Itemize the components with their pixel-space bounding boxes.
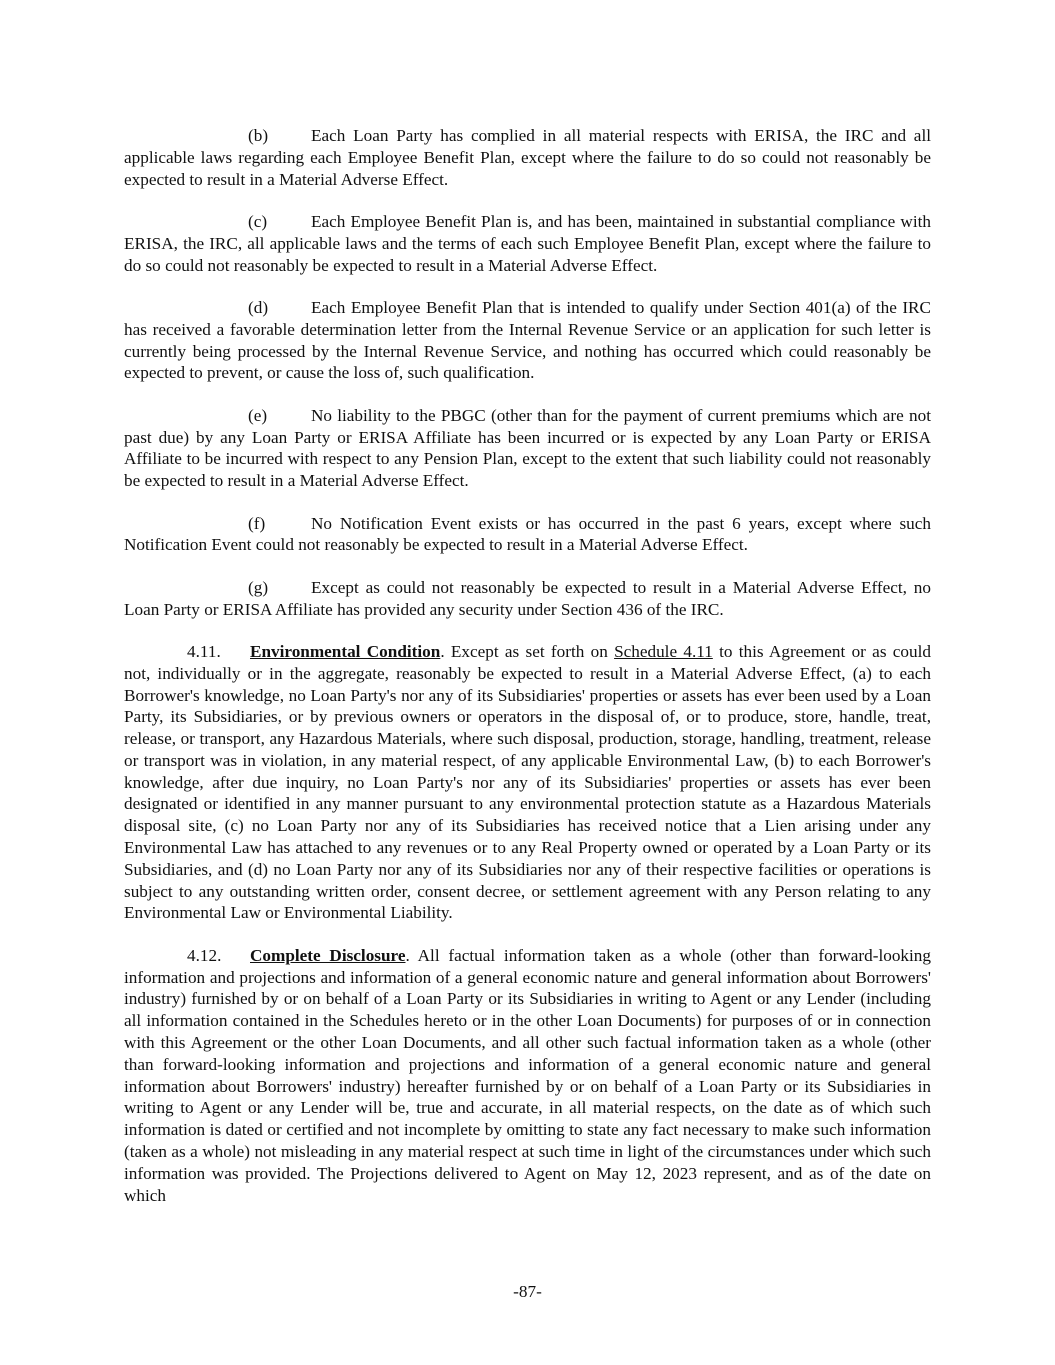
section-4-11-lead: . Except as set forth on [440,641,615,661]
paragraph-c-label: (c) [248,211,268,231]
paragraph-b-label: (b) [248,126,269,145]
page-number: -87- [513,1282,542,1301]
section-4-11-text: to this Agreement or as could not, individually or in the aggregate, reasonably be expected to result in a Material Adverse Effect, (a) to each Borrower's knowledge, no Loan Party's nor any of its Subsidiaries' properties or assets has ever been used by a Loan Party, its Subsidiaries, or by previous owners or operators in the disposal of, or to produce, store, handle, treat, release, or transport, any Hazardous Materials, where such disposal, production, storage, handling, treatment, release or transport was in violation, in any material respect, of any applicable Environmental Law, (b) to each Borrower's knowledge, after due inquiry, no Loan Party's nor any of its Subsidiaries' properties or assets has ever been designated or identified in any manner pursuant to any environmental protection statute as a Hazardous Materials disposal site, (c) no Loan Party nor any of its Subsidiaries has received notice that a Lien arising under any Environmental Law has attached to any revenues or to any Real Property owned or operated by a Loan Party or its Subsidiaries, and (d) no Loan Party nor any of its Subsidiaries nor any of their respective facilities or operations is subject to any outstanding written order, consent decree, or settlement agreement with any Person relating to any Environmental Law or Environmental Liability. [124,641,931,923]
paragraph-b-text: Each Loan Party has complied in all material respects with ERISA, the IRC and all applicable laws regarding each Employee Benefit Plan, except where the failure to do so could not reasonably be expected to result in a Material Adverse Effect. [124,126,931,189]
paragraph-f-label: (f) [248,513,266,533]
section-4-11-number: 4.11. [187,641,221,661]
paragraph-g-text: Except as could not reasonably be expected to result in a Material Adverse Effect, no Loan Party or ERISA Affiliate has provided any security under Section 436 of the IRC. [124,577,931,619]
section-4-11-heading: Environmental Condition [250,641,441,661]
paragraph-c-text: Each Employee Benefit Plan is, and has been, maintained in substantial compliance with ERISA, the IRC, all applicable laws and the terms of each such Employee Benefit Plan, except where the failure to do so could not reasonably be expected to result in a Material Adverse Effect. [124,211,931,275]
section-4-12 [124,945,931,1207]
paragraph-d [124,297,931,384]
document-page [124,125,931,1227]
section-4-12-number: 4.12. [187,945,222,965]
section-4-12-heading: Complete Disclosure [250,945,406,965]
paragraph-c [124,211,931,276]
paragraph-g [124,577,931,621]
paragraph-e-label: (e) [248,405,268,425]
paragraph-f [124,513,931,557]
paragraph-f-text: No Notification Event exists or has occurred in the past 6 years, except where such Notification Event could not reasonably be expected to result in a Material Adverse Effect. [124,513,931,555]
paragraph-d-label: (d) [248,297,269,317]
paragraph-d-text: Each Employee Benefit Plan that is intended to qualify under Section 401(a) of the IRC has received a favorable determination letter from the Internal Revenue Service or an application for such letter is currently being processed by the Internal Revenue Service, and nothing has occurred which could reasonably be expected to prevent, or cause the loss of, such qualification. [124,297,931,383]
paragraph-e-text: No liability to the PBGC (other than for the payment of current premiums which are not past due) by any Loan Party or ERISA Affiliate has been incurred or is expected by any Loan Party or ERISA Affiliate to be incurred with respect to any Pension Plan, except to the extent that such liability could not reasonably be expected to result in a Material Adverse Effect. [124,405,931,491]
schedule-4-11-reference: Schedule 4.11 [614,641,713,661]
paragraph-e [124,405,931,492]
section-4-11 [124,641,931,924]
section-4-12-text: . All factual information taken as a whole (other than forward-looking information and projections and information of a general economic nature and general information about Borrowers' industry) furnished by or on behalf of a Loan Party or its Subsidiaries in writing to Agent or any Lender (including all information contained in the Schedules hereto or in the other Loan Documents) for purposes of or in connection with this Agreement or the other Loan Documents, and all other such factual information taken as a whole (other than forward-looking information and projections and information of a general economic nature and general information about Borrowers' industry) hereafter furnished by or on behalf of a Loan Party or its Subsidiaries in writing to Agent or any Lender will be, true and accurate, in all material respects, on the date as of which such information is dated or certified and not incomplete by omitting to state any fact necessary to make such information (taken as a whole) not misleading in any material respect at such time in light of the circumstances under which such information was provided. The Projections delivered to Agent on May 12, 2023 represent, and as of the date on which [124,945,931,1205]
paragraph-b [124,125,931,190]
paragraph-g-label: (g) [248,577,269,597]
